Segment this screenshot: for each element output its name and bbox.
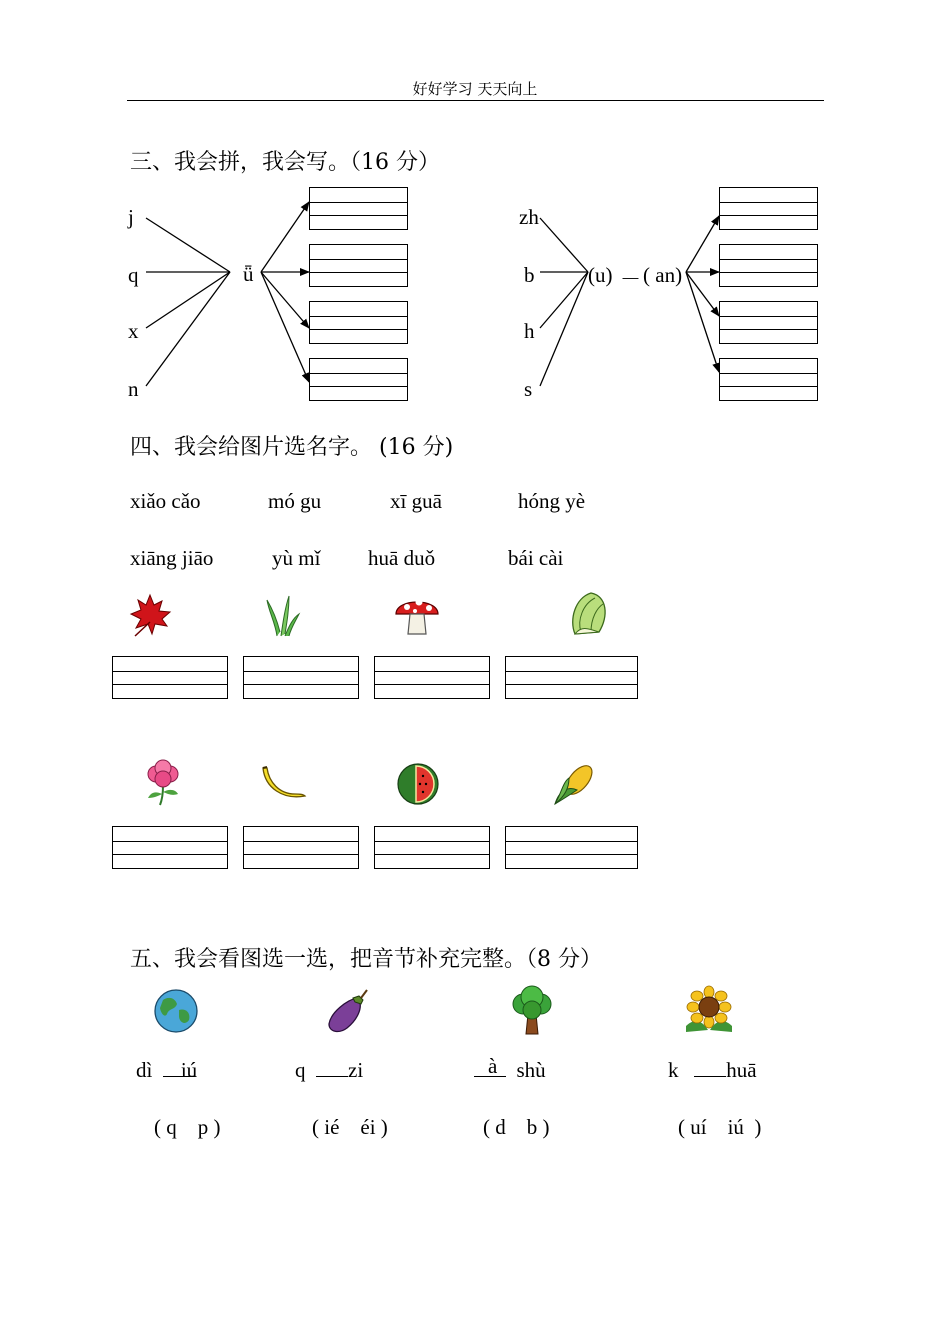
word-xiang-jiao: xiāng jiāo — [130, 546, 214, 570]
section3-title: 三、我会拼，我会写。（16 分） — [130, 150, 440, 175]
name-box[interactable] — [374, 826, 490, 869]
name-box[interactable] — [243, 656, 359, 699]
page-header: 好好学习 天天向上 — [412, 80, 538, 98]
word-xiao-cao: xiǎo cǎo — [130, 489, 201, 513]
name-box[interactable] — [243, 826, 359, 869]
syllable-4: k huā — [668, 1058, 757, 1082]
grass-icon — [263, 592, 303, 638]
flower-icon — [142, 760, 184, 806]
initial-zh: zh — [519, 205, 539, 229]
eggplant-icon — [323, 988, 371, 1036]
word-xi-gua: xī guā — [390, 489, 442, 513]
final-v: ǖ — [243, 262, 254, 286]
word-hua-duo: huā duǒ — [368, 546, 436, 570]
initial-q: q — [128, 263, 139, 287]
initial-b: b — [524, 263, 535, 287]
name-box[interactable] — [112, 826, 228, 869]
blank[interactable]: à — [474, 1060, 506, 1077]
blank[interactable] — [694, 1060, 726, 1077]
writing-box[interactable] — [719, 187, 818, 230]
cabbage-icon — [567, 590, 611, 638]
section5-title: 五、我会看图选一选，把音节补充完整。（8 分） — [130, 947, 602, 972]
dash: － — [620, 267, 641, 291]
name-box[interactable] — [374, 656, 490, 699]
section4-title: 四、我会给图片选名字。 (16 分) — [130, 435, 454, 460]
name-box[interactable] — [505, 656, 638, 699]
name-box[interactable] — [112, 656, 228, 699]
tree-icon — [509, 986, 555, 1036]
name-box[interactable] — [505, 826, 638, 869]
choices-2: ( ié éi ) — [312, 1115, 388, 1139]
initial-j: j — [128, 205, 134, 229]
corn-icon — [551, 760, 599, 808]
blank[interactable] — [316, 1060, 348, 1077]
globe-icon — [153, 988, 199, 1034]
syllable-2: q zi — [295, 1058, 364, 1082]
word-hong-ye: hóng yè — [518, 489, 586, 513]
sunflower-icon — [680, 986, 738, 1034]
word-bai-cai: bái cài — [508, 546, 564, 570]
syllable-3: à shù — [474, 1058, 546, 1083]
initial-n: n — [128, 377, 139, 401]
syllable-1: dì iú — [136, 1058, 198, 1082]
choices-3: ( d b ) — [483, 1115, 550, 1139]
mushroom-icon — [393, 590, 441, 638]
choices-4: ( uí iú ) — [678, 1115, 762, 1139]
word-mo-gu: mó gu — [268, 489, 322, 513]
initial-x: x — [128, 319, 139, 343]
writing-box[interactable] — [719, 358, 818, 401]
watermelon-icon — [396, 762, 440, 806]
maple-leaf-icon — [127, 592, 173, 638]
banana-icon — [259, 764, 309, 804]
final-an: ( an) — [643, 263, 683, 287]
writing-box[interactable] — [719, 244, 818, 287]
initial-s: s — [524, 377, 533, 401]
medial-u: (u) — [588, 263, 613, 287]
initial-h: h — [524, 319, 535, 343]
writing-box[interactable] — [719, 301, 818, 344]
choices-1: ( q p ) — [154, 1115, 221, 1139]
word-yu-mi: yù mǐ — [272, 546, 321, 570]
